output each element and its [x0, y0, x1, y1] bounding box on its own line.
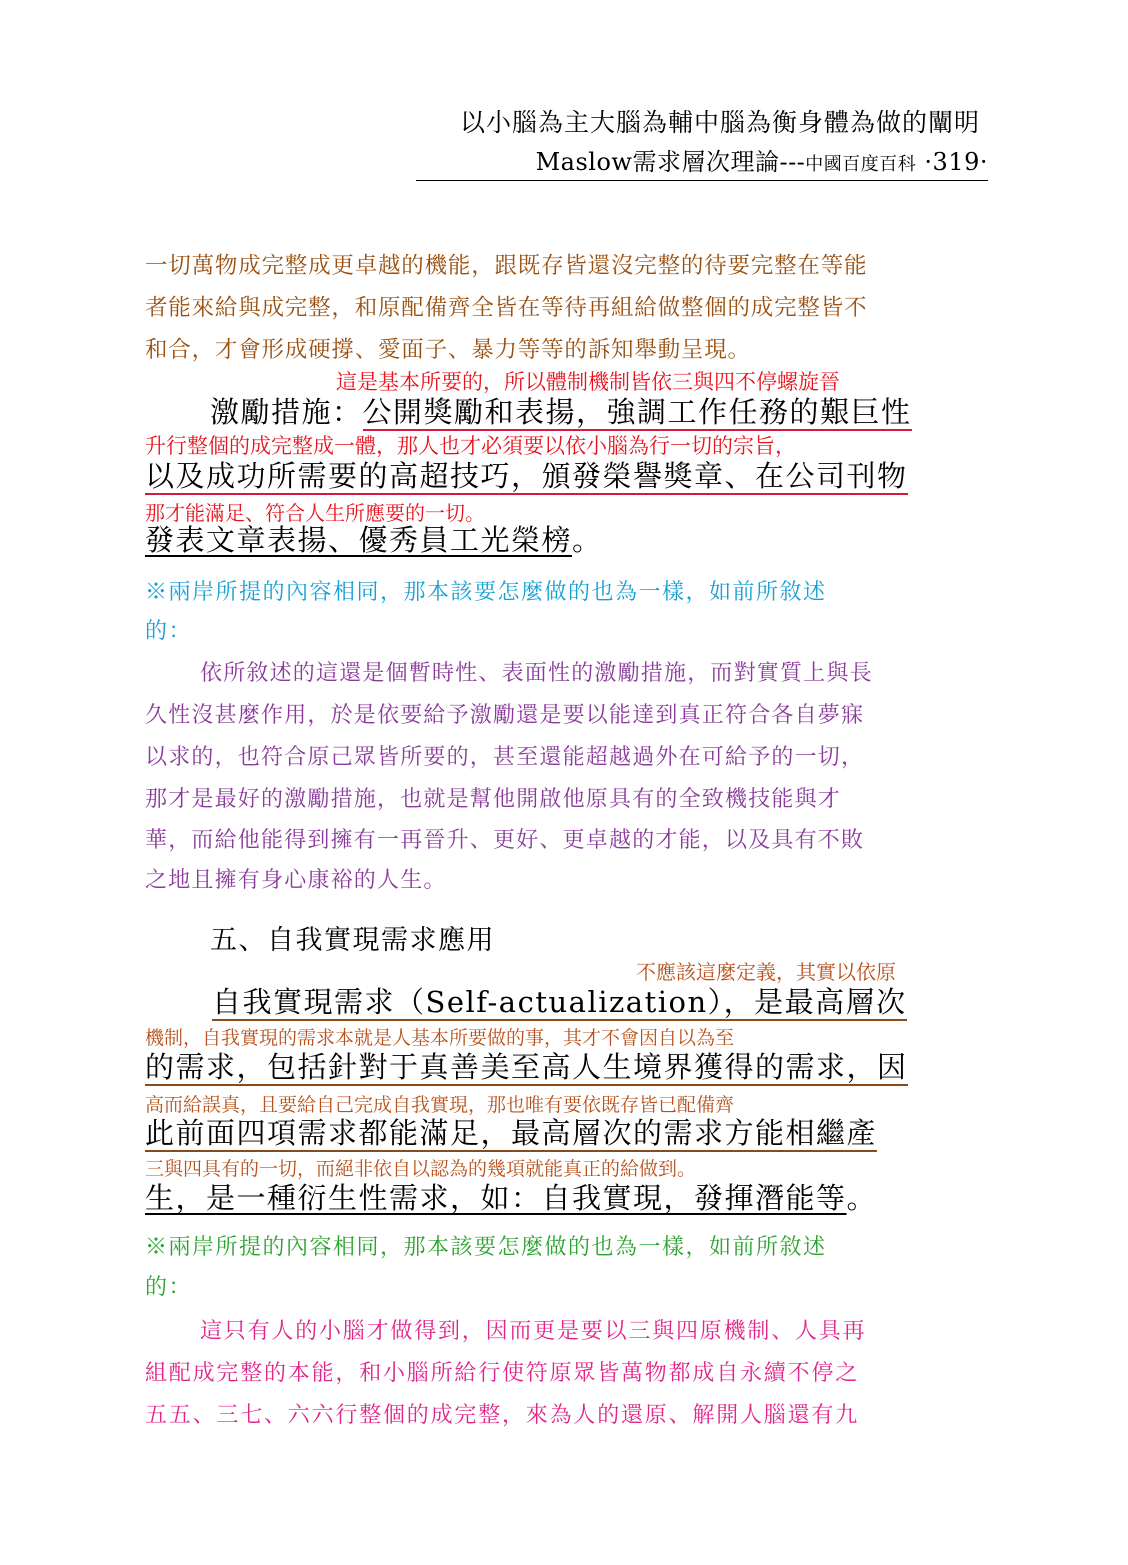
subtitle-main: Maslow需求層次理論---: [535, 148, 806, 176]
intro-line-2: 者能來給與成完整，和原配備齊全皆在等待再組給做整個的成完整皆不: [145, 295, 868, 321]
section-heading: 五、自我實現需求應用: [210, 925, 495, 956]
subtitle-source: 中國百度百科: [805, 154, 917, 175]
cyan-note-line-2: 的：: [145, 619, 193, 644]
cyan-note-line-1: ※兩岸所提的內容相同，那本該要怎麼做的也為一樣，如前所敘述: [145, 580, 827, 605]
definition-text-3: 此前面四項需求都能滿足，最高層次的需求方能相繼產: [145, 1116, 878, 1150]
measure-line-1: [210, 390, 990, 431]
annotation-orange-1: 不應該這麼定義，其實以依原: [636, 960, 896, 984]
measure-label: 激勵措施：: [210, 395, 363, 429]
definition-line-2: [145, 1045, 990, 1086]
annotation-red-2: 升行整個的成完整成一體，那人也才必須要以依小腦為行一切的宗旨，: [145, 434, 796, 458]
annotation-red-3: 那才能滿足、符合人生所應要的一切。: [145, 501, 485, 525]
definition-line-3: [145, 1111, 990, 1152]
measure-line-2: [145, 454, 990, 495]
definition-line-4: [145, 1176, 990, 1217]
definition-line-1: [212, 980, 990, 1021]
measure-text-3: 發表文章表揚、優秀員工光榮榜: [145, 523, 573, 557]
purple-line-2: 久性沒甚麼作用，於是依要給予激勵還是要以能達到真正符合各自夢寐: [145, 703, 865, 728]
purple-line-5: 華，而給他能得到擁有一再晉升、更好、更卓越的才能，以及具有不敗: [145, 828, 865, 853]
purple-line-3: 以求的，也符合原己眾皆所要的，甚至還能超越過外在可給予的一切，: [145, 745, 865, 770]
definition-text-1: 自我實現需求（Self-actualization），是最高層次: [212, 985, 907, 1019]
page-number: ·319·: [916, 148, 988, 176]
magenta-line-2: 組配成完整的本能，和小腦所給行使符原眾皆萬物都成自永續不停之: [145, 1361, 860, 1386]
green-note-line-2: 的：: [145, 1275, 193, 1300]
definition-text-4: 生，是一種衍生性需求，如：自我實現，發揮潛能等: [145, 1181, 847, 1215]
annotation-orange-2: 機制，自我實現的需求本就是人基本所要做的事，其才不會因自以為至: [145, 1027, 735, 1049]
measure-line-3: [145, 518, 990, 559]
header-subtitle: [416, 142, 988, 181]
annotation-orange-3: 高而給誤真，且要給自己完成自我實現，那也唯有要依既存皆已配備齊: [145, 1094, 735, 1116]
definition-end: 。: [846, 1181, 878, 1215]
annotation-red-1: 這是基本所要的，所以體制機制皆依三與四不停螺旋晉: [336, 370, 840, 394]
magenta-line-1: 這只有人的小腦才做得到，因而更是要以三與四原機制、人具再: [200, 1319, 867, 1344]
measure-text-1: 公開獎勵和表揚，強調工作任務的艱巨性: [362, 395, 912, 429]
magenta-line-3: 五五、三七、六六行整個的成完整，來為人的還原、解開人腦還有九: [145, 1403, 860, 1428]
header-title: 以小腦為主大腦為輔中腦為衡身體為做的闡明: [459, 108, 980, 137]
definition-text-2: 的需求，包括針對于真善美至高人生境界獲得的需求，因: [145, 1050, 908, 1084]
measure-end: 。: [572, 523, 603, 557]
purple-line-6: 之地且擁有身心康裕的人生。: [145, 868, 447, 893]
measure-text-2: 以及成功所需要的高超技巧，頒發榮譽獎章、在公司刊物: [145, 459, 908, 493]
purple-line-1: 依所敘述的這還是個暫時性、表面性的激勵措施，而對實質上與長: [200, 661, 873, 686]
purple-line-4: 那才是最好的激勵措施，也就是幫他開啟他原具有的全致機技能與才: [145, 787, 842, 812]
intro-line-1: 一切萬物成完整成更卓越的機能，跟既存皆還沒完整的待要完整在等能: [145, 253, 868, 279]
green-note-line-1: ※兩岸所提的內容相同，那本該要怎麼做的也為一樣，如前所敘述: [145, 1235, 827, 1260]
annotation-orange-4: 三與四具有的一切，而絕非依自以認為的幾項就能真正的給做到。: [145, 1158, 697, 1180]
intro-line-3: 和合，才會形成硬撐、愛面子、暴力等等的訴知舉動呈現。: [145, 337, 751, 363]
